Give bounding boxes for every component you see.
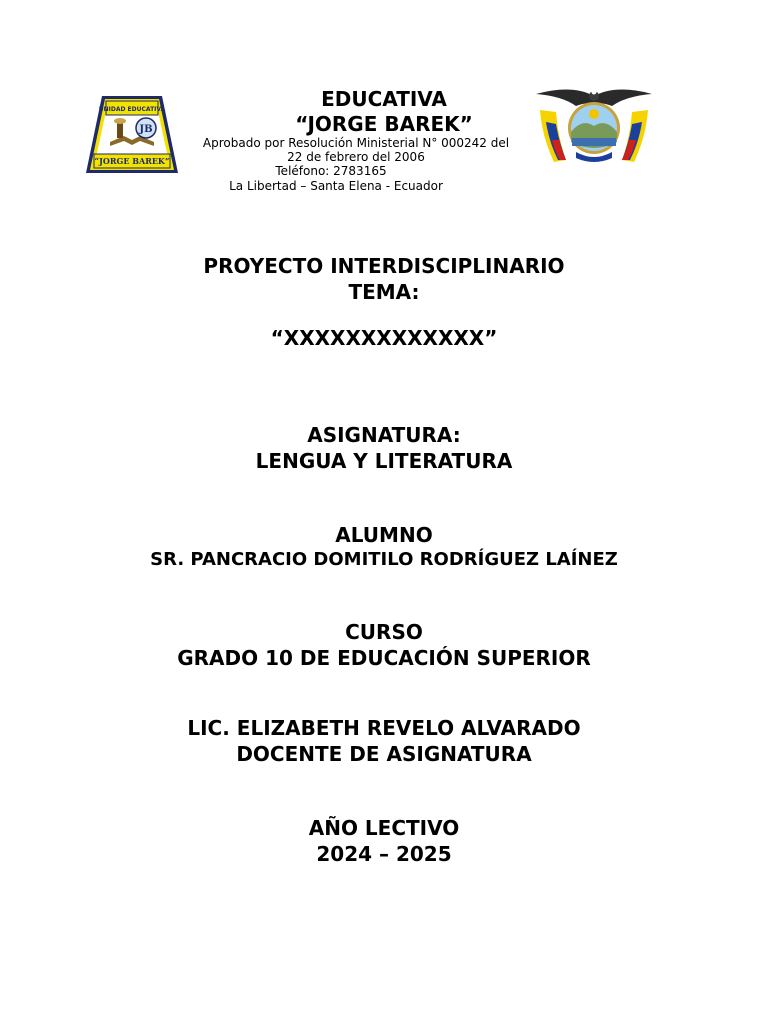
course-label: CURSO: [345, 620, 423, 644]
project-title: PROYECTO INTERDISCIPLINARIO: [203, 254, 565, 278]
phone-text: Teléfono: 2783165: [275, 164, 387, 178]
teacher-name: LIC. ELIZABETH REVELO ALVARADO: [187, 716, 581, 740]
course-value: GRADO 10 DE EDUCACIÓN SUPERIOR: [177, 646, 591, 670]
institution-line1: EDUCATIVA: [321, 87, 447, 111]
topic-value: “XXXXXXXXXXXXX”: [270, 326, 498, 350]
institution-line2: “JORGE BAREK”: [295, 112, 473, 136]
topic-label: TEMA:: [348, 280, 420, 304]
teacher-role: DOCENTE DE ASIGNATURA: [236, 742, 532, 766]
student-name: SR. PANCRACIO DOMITILO RODRÍGUEZ LAÍNEZ: [150, 549, 618, 570]
crest-monogram: JB: [139, 124, 153, 135]
student-label: ALUMNO: [335, 523, 433, 547]
crest-top-text: UNIDAD EDUCATIVA: [98, 106, 166, 113]
crest-bottom-text: “JORGE BAREK”: [94, 156, 170, 166]
location-text: La Libertad – Santa Elena - Ecuador: [229, 179, 443, 193]
school-year-value: 2024 – 2025: [316, 842, 452, 866]
subject-value: LENGUA Y LITERATURA: [255, 449, 513, 473]
school-year-label: AÑO LECTIVO: [308, 816, 460, 840]
approval-line1: Aprobado por Resolución Ministerial N° 000242 del: [202, 136, 510, 150]
approval-line2: 22 de febrero del 2006: [287, 150, 425, 164]
subject-label: ASIGNATURA:: [307, 423, 461, 447]
